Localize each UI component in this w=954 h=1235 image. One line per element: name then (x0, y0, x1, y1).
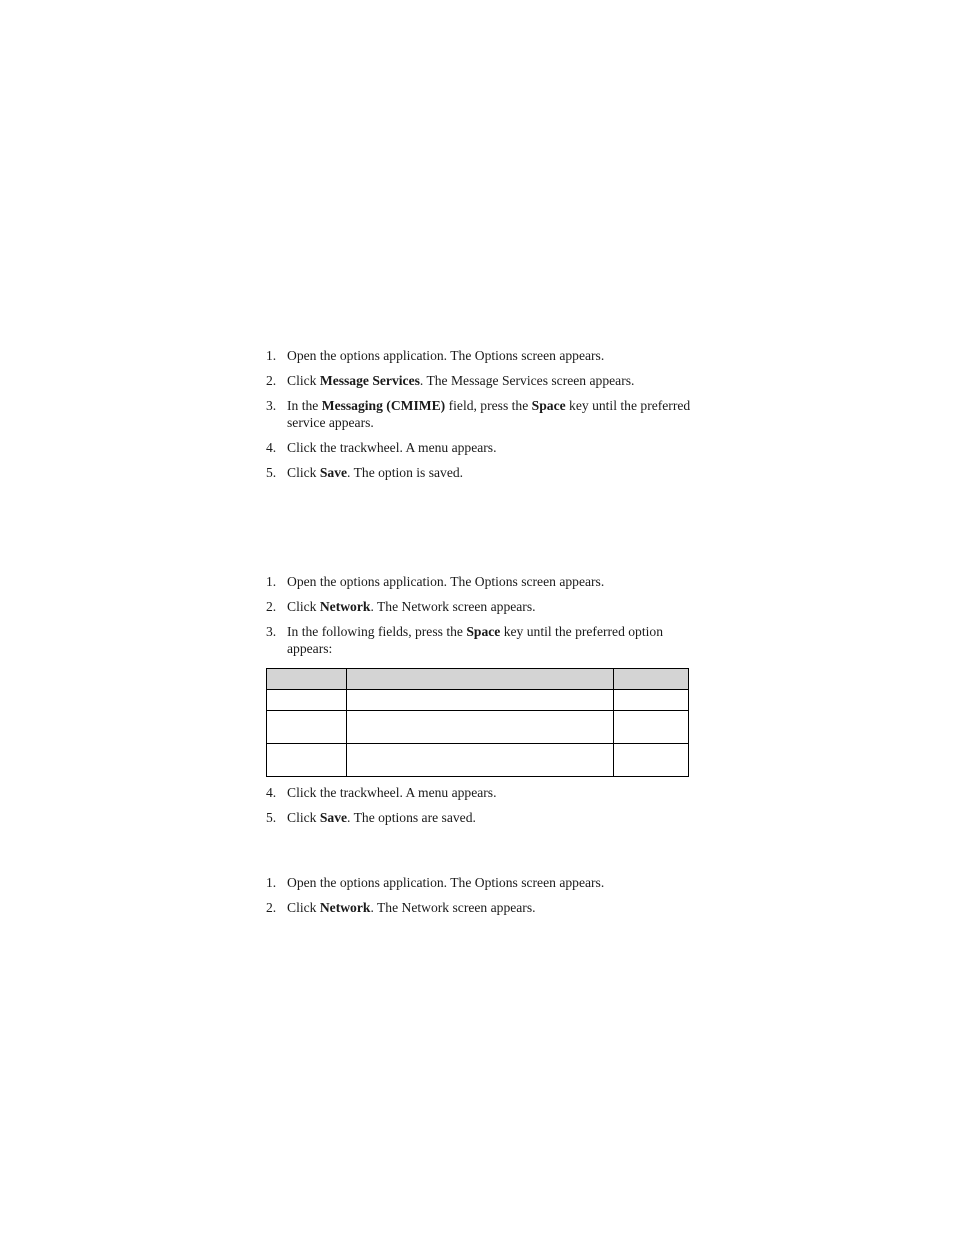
table-header-cell (267, 669, 347, 690)
step-text: Open the options application. The Options screen appears. (287, 875, 605, 890)
step-text: Click (287, 465, 320, 480)
ui-term: Network (319, 900, 371, 915)
network-options-steps-continued (266, 784, 696, 834)
step-item (266, 899, 696, 916)
step-item (266, 464, 696, 481)
step-text: Click the trackwheel. A menu appears. (287, 785, 497, 800)
step-item (266, 573, 696, 590)
step-number: 3. (266, 624, 277, 639)
network-options-steps (266, 573, 696, 665)
step-item (266, 623, 696, 657)
network-screen-steps (266, 874, 696, 924)
step-text: Click (287, 599, 320, 614)
message-services-steps (266, 347, 696, 489)
step-item (266, 784, 696, 801)
step-text: Click (287, 810, 320, 825)
step-item (266, 439, 696, 456)
step-number: 2. (266, 599, 277, 614)
table-cell (267, 690, 347, 711)
table-header-cell (614, 669, 689, 690)
step-item (266, 397, 696, 431)
step-text: key until the preferred service appears. (287, 398, 691, 430)
step-number: 4. (266, 785, 277, 800)
table-cell (347, 711, 614, 744)
step-text: . The options are saved. (347, 810, 476, 825)
step-text: Click (287, 373, 320, 388)
step-number: 3. (266, 398, 277, 413)
network-options-table (266, 668, 689, 777)
table-cell (614, 690, 689, 711)
step-text: field, press the (445, 398, 532, 413)
table-cell (267, 744, 347, 777)
step-number: 4. (266, 440, 277, 455)
step-item (266, 809, 696, 826)
ui-term: Space (466, 624, 501, 639)
table-row (267, 711, 689, 744)
step-number: 5. (266, 810, 277, 825)
ui-term: Network (319, 599, 371, 614)
ui-term: Messaging (CMIME) (321, 398, 446, 413)
step-text: key until the preferred option appears: (287, 624, 664, 656)
step-number: 5. (266, 465, 277, 480)
step-number: 1. (266, 348, 277, 363)
step-item (266, 598, 696, 615)
step-text: In the (287, 398, 322, 413)
step-item (266, 372, 696, 389)
table-cell (614, 744, 689, 777)
step-text: Open the options application. The Options screen appears. (287, 348, 605, 363)
ui-term: Space (531, 398, 566, 413)
step-text: . The option is saved. (347, 465, 464, 480)
step-text: Click (287, 900, 320, 915)
step-item (266, 874, 696, 891)
table-row (267, 744, 689, 777)
table-cell (347, 690, 614, 711)
table-header-row (267, 669, 689, 690)
step-number: 1. (266, 574, 277, 589)
table-cell (614, 711, 689, 744)
step-text: Click the trackwheel. A menu appears. (287, 440, 497, 455)
step-number: 1. (266, 875, 277, 890)
step-number: 2. (266, 900, 277, 915)
step-text: In the following fields, press the (287, 624, 467, 639)
table-cell (347, 744, 614, 777)
step-number: 2. (266, 373, 277, 388)
ui-term: Save (319, 465, 348, 480)
ui-term: Save (319, 810, 348, 825)
ui-term: Message Services (319, 373, 420, 388)
step-text: . The Message Services screen appears. (419, 373, 635, 388)
table-header-cell (347, 669, 614, 690)
table-row (267, 690, 689, 711)
step-text: Open the options application. The Options screen appears. (287, 574, 605, 589)
table-cell (267, 711, 347, 744)
step-text: . The Network screen appears. (370, 900, 536, 915)
step-text: . The Network screen appears. (370, 599, 536, 614)
step-item (266, 347, 696, 364)
